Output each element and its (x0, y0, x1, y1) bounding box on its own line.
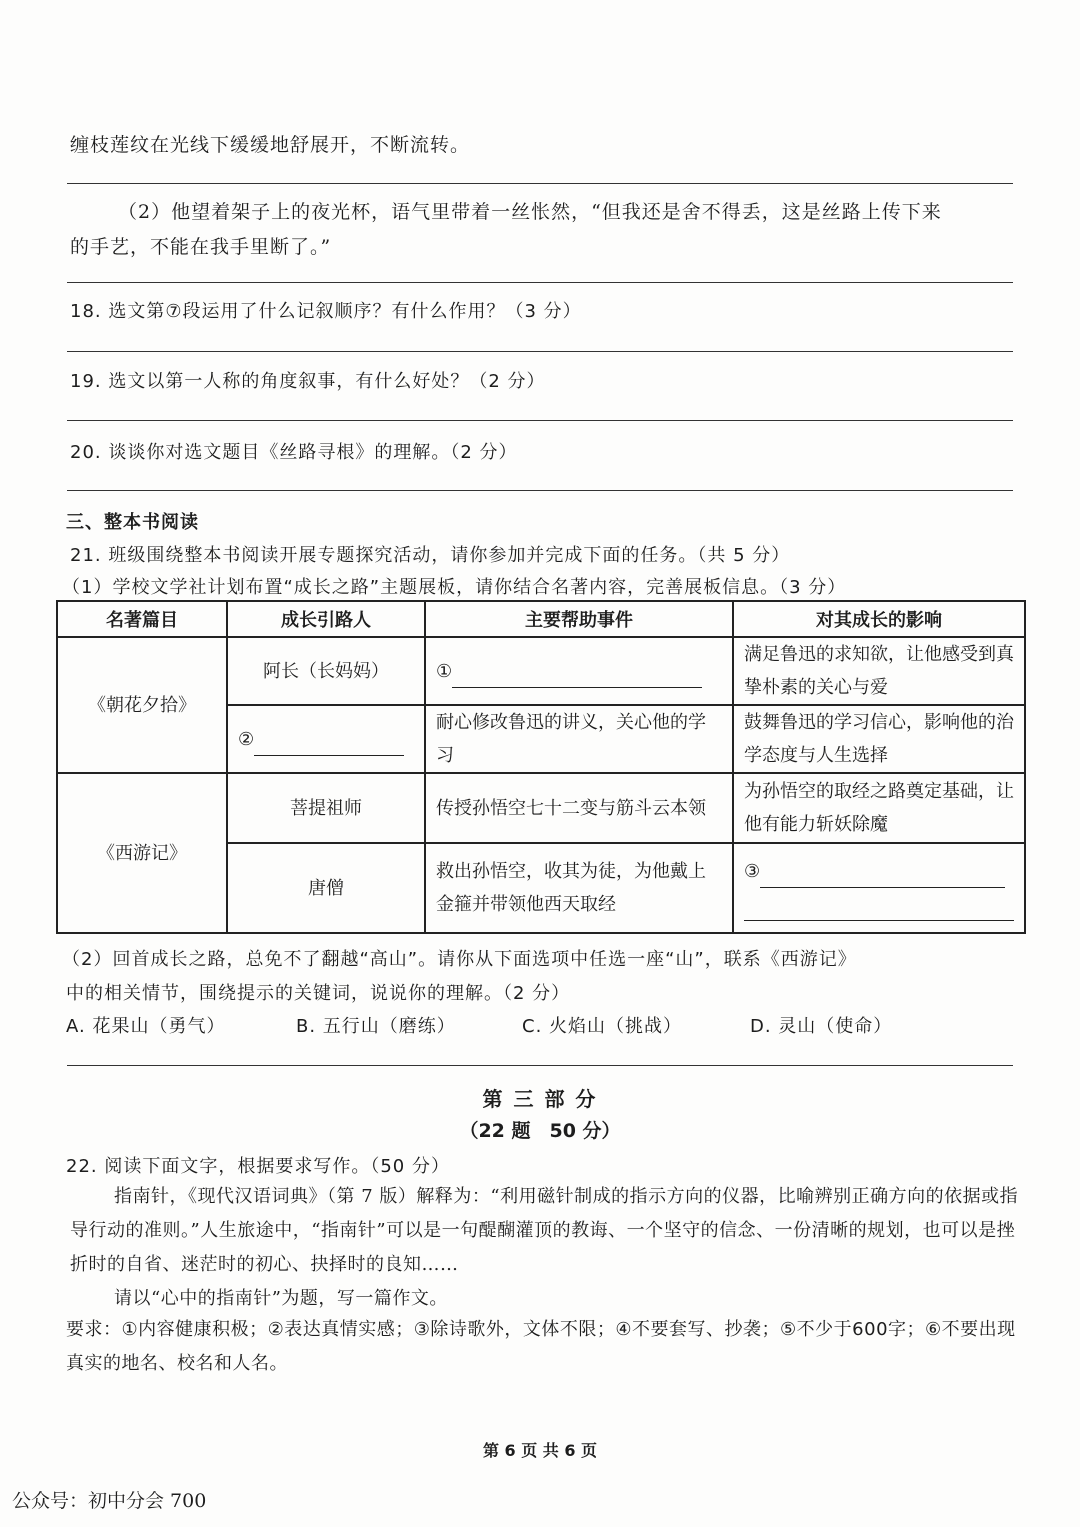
answer-blank-3[interactable] (733, 843, 1025, 933)
event-cell: 传授孙悟空七十二变与筋斗云本领 (425, 773, 733, 843)
question-21-part2-line1: （2）回首成长之路，总免不了翻越“高山”。请你从下面选项中任选一座“山”，联系《西游记》 (62, 949, 857, 970)
watermark: 公众号：初中分会 700 (12, 1490, 207, 1512)
guide-cell: 阿长（长妈妈） (227, 637, 425, 705)
answer-line (67, 351, 1013, 352)
q17-2-line1: （2）他望着架子上的夜光杯，语气里带着一丝怅然，“但我还是舍不得丢，这是丝路上传下来 (118, 201, 942, 223)
question-21-part2-line2: 中的相关情节，围绕提示的关键词，说说你的理解。（2 分） (66, 983, 571, 1004)
answer-blank-1[interactable] (425, 637, 733, 705)
blank-marker: ③ (744, 861, 761, 882)
guide-cell: 菩提祖师 (227, 773, 425, 843)
table-header: 成长引路人 (227, 601, 425, 637)
prompt-paragraph: 指南针，《现代汉语词典》（第 7 版）解释为：“利用磁针制成的指示方向的仪器，比喻辨别正确方向的依据或指导行动的准则。”人生旅途中，“指南针”可以是一句醍醐灌顶的教诲、一个坚守的信念、一份清晰的规划，也可以是挫折时的自省、迷茫时的初心、抉择时的良知…… (70, 1186, 1019, 1275)
q17-2-line2: 的手艺，不能在我手里断了。” (70, 236, 332, 258)
table-header: 对其成长的影响 (733, 601, 1025, 637)
table-header: 名著篇目 (57, 601, 227, 637)
table-header: 主要帮助事件 (425, 601, 733, 637)
blank-marker: ② (238, 728, 255, 750)
part-title: 第 三 部 分 (482, 1087, 598, 1111)
answer-line (67, 183, 1013, 184)
option-b: B. 五行山（磨练） (296, 1016, 456, 1037)
book-title: 《朝花夕拾》 (57, 637, 227, 773)
question-21-part1: （1）学校文学社计划布置“成长之路”主题展板，请你结合名著内容，完善展板信息。（3 分） (62, 577, 847, 598)
effect-cell: 满足鲁迅的求知欲，让他感受到真挚朴素的关心与爱 (733, 637, 1025, 705)
growth-table (56, 600, 1026, 934)
answer-line (67, 490, 1013, 491)
answer-blank-2[interactable] (227, 705, 425, 773)
question-22: 22. 阅读下面文字，根据要求写作。（50 分） (66, 1156, 450, 1177)
question-20: 20. 谈谈你对选文题目《丝路寻根》的理解。（2 分） (70, 442, 518, 463)
writing-requirements: 要求：①内容健康积极；②表达真情实感；③除诗歌外，文体不限；④不要套写、抄袭；⑤不少于600字；⑥不要出现真实的地名、校名和人名。 (66, 1319, 1016, 1374)
option-c: C. 火焰山（挑战） (522, 1016, 683, 1037)
answer-line (67, 282, 1013, 283)
page-number: 第 6 页 共 6 页 (482, 1441, 598, 1460)
guide-cell: 唐僧 (227, 843, 425, 933)
event-cell: 救出孙悟空，收其为徒，为他戴上金箍并带领他西天取经 (425, 843, 733, 933)
prompt-instruction: 请以“心中的指南针”为题，写一篇作文。 (114, 1288, 448, 1309)
answer-line (67, 420, 1013, 421)
blank-marker: ① (436, 660, 453, 682)
part-subtitle: （22 题 50 分） (459, 1120, 621, 1142)
question-18: 18. 选文第⑦段运用了什么记叙顺序？有什么作用？（3 分） (70, 301, 582, 322)
section-title: 三、整本书阅读 (66, 512, 199, 533)
event-cell: 耐心修改鲁迅的讲义，关心他的学习 (425, 705, 733, 773)
option-d: D. 灵山（使命） (750, 1016, 893, 1037)
answer-line (67, 1065, 1013, 1066)
effect-cell: 鼓舞鲁迅的学习信心，影响他的治学态度与人生选择 (733, 705, 1025, 773)
question-21: 21. 班级围绕整本书阅读开展专题探究活动，请你参加并完成下面的任务。（共 5 分） (70, 545, 791, 566)
question-19: 19. 选文以第一人称的角度叙事，有什么好处？（2 分） (70, 371, 546, 392)
option-a: A. 花果山（勇气） (66, 1016, 226, 1037)
effect-cell: 为孙悟空的取经之路奠定基础，让他有能力斩妖除魔 (733, 773, 1025, 843)
passage-last-line: 缠枝莲纹在光线下缓缓地舒展开，不断流转。 (70, 134, 471, 156)
book-title: 《西游记》 (57, 773, 227, 933)
